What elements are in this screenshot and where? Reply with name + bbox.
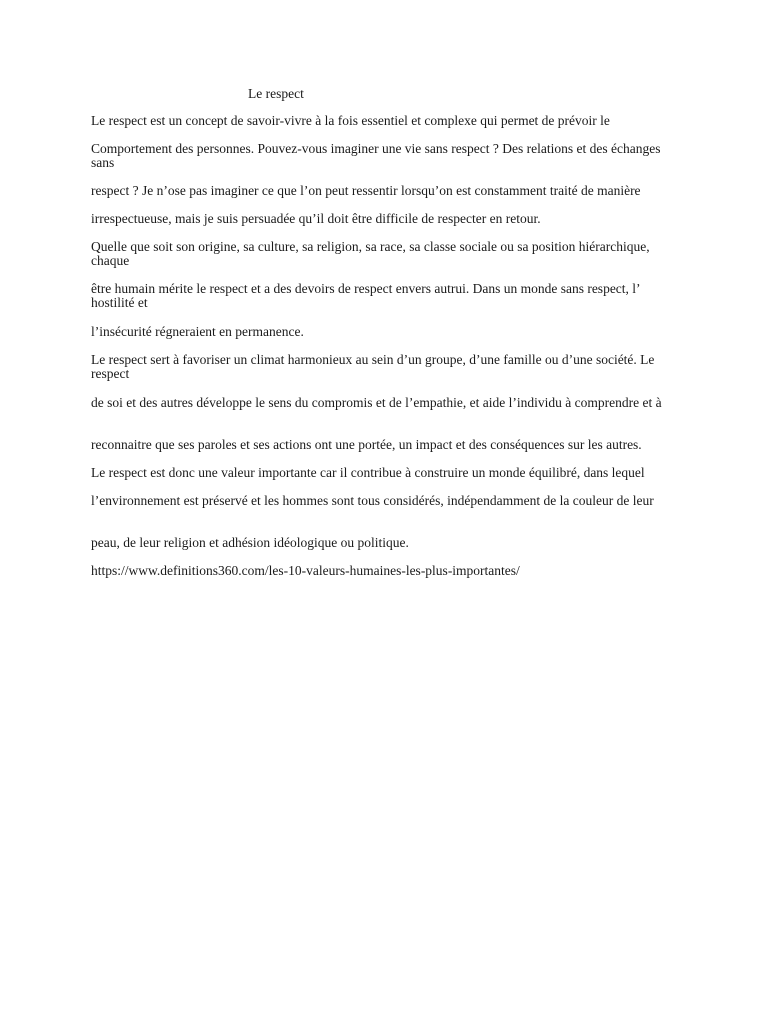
- paragraph-11: Le respect est donc une valeur importante car il contribue à construire un monde équilibré, dans lequel: [91, 465, 645, 480]
- paragraph-10: reconnaitre que ses paroles et ses actions ont une portée, un impact et des conséquences sur les autres.: [91, 437, 642, 452]
- paragraph-1: Le respect est un concept de savoir-vivre à la fois essentiel et complexe qui permet de prévoir le: [91, 113, 610, 128]
- paragraph-8: Le respect sert à favoriser un climat harmonieux au sein d’un groupe, d’une famille ou d’une société. Le respect: [91, 352, 655, 381]
- paragraph-3: respect ? Je n’ose pas imaginer ce que l’on peut ressentir lorsqu’on est constamment traité de manière: [91, 183, 641, 198]
- paragraph-6: être humain mérite le respect et a des devoirs de respect envers autrui. Dans un monde sans respect, l’ hostilité et: [91, 281, 640, 310]
- source-url: https://www.definitions360.com/les-10-valeurs-humaines-les-plus-importantes/: [91, 563, 520, 578]
- paragraph-13: peau, de leur religion et adhésion idéologique ou politique.: [91, 535, 409, 550]
- paragraph-4: irrespectueuse, mais je suis persuadée qu’il doit être difficile de respecter en retour.: [91, 211, 541, 226]
- paragraph-5: Quelle que soit son origine, sa culture, sa religion, sa race, sa classe sociale ou sa position hiérarchique, chaque: [91, 239, 650, 268]
- paragraph-7: l’insécurité régneraient en permanence.: [91, 324, 304, 339]
- document-title: Le respect: [248, 86, 304, 101]
- paragraph-12: l’environnement est préservé et les hommes sont tous considérés, indépendamment de la couleur de leur: [91, 493, 654, 508]
- paragraph-2: Comportement des personnes. Pouvez-vous imaginer une vie sans respect ? Des relations et des échanges sans: [91, 141, 661, 170]
- paragraph-9: de soi et des autres développe le sens du compromis et de l’empathie, et aide l’individu à comprendre et à: [91, 395, 662, 410]
